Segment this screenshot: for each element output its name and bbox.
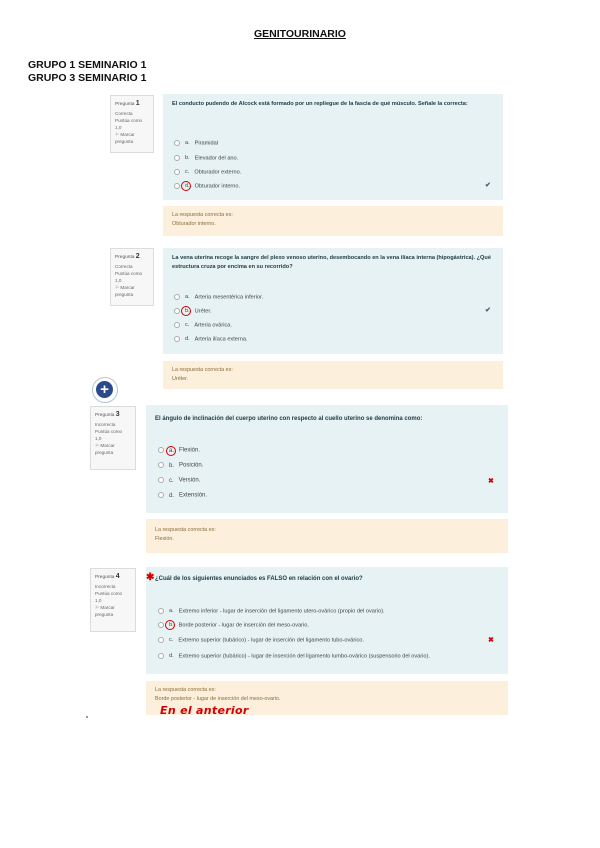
- question-state: Correcta: [115, 110, 133, 116]
- question-state: Incorrecta: [95, 421, 116, 427]
- radio-button[interactable]: [158, 462, 164, 468]
- question-state: Incorrecta: [95, 583, 116, 589]
- radio-button[interactable]: [158, 477, 164, 483]
- correct-answer: Uréter.: [172, 375, 189, 382]
- option-a[interactable]: a. Piramidal: [174, 140, 218, 146]
- add-button[interactable]: [92, 377, 118, 403]
- option-d[interactable]: d. Extremo superior (tubárico) - lugar de inserción del ligamento lumbo-ovárico (suspensorio del ovario).: [158, 653, 430, 659]
- question-2-info: [110, 248, 154, 306]
- question-number: 3: [115, 411, 120, 418]
- score-value: 1,0: [115, 125, 122, 131]
- hand-circle-annotation: [166, 446, 176, 456]
- option-a[interactable]: a. Arteria mesentérica inferior.: [174, 294, 263, 300]
- option-b[interactable]: b. Uréter.: [174, 308, 211, 314]
- radio-button[interactable]: [174, 322, 180, 328]
- flag-icon: ⚐: [115, 132, 120, 138]
- feedback-box: [163, 206, 503, 236]
- puntua-label: Puntúa como: [95, 590, 123, 596]
- option-c[interactable]: c. Obturador externo.: [174, 169, 241, 175]
- group-line-2: GRUPO 3 SEMINARIO 1: [28, 72, 147, 84]
- option-c[interactable]: c. Arteria ovárica.: [174, 322, 232, 328]
- question-number: 2: [135, 253, 140, 260]
- score-value: 1,0: [115, 278, 122, 284]
- pregunta-label: Pregunta: [95, 575, 115, 580]
- question-text: El ángulo de inclinación del cuerpo uterino con respecto al cuello uterino se denomina como:: [155, 416, 423, 422]
- incorrect-cross-icon: ✖: [488, 637, 494, 644]
- radio-button[interactable]: [158, 492, 164, 498]
- radio-button[interactable]: [174, 336, 180, 342]
- pregunta-label: Pregunta: [115, 102, 135, 107]
- flag-question-link[interactable]: ⚐ Marcar pregunta: [95, 443, 115, 456]
- radio-button[interactable]: [158, 608, 164, 614]
- question-3-info: [90, 406, 136, 470]
- puntua-label: Puntúa como: [95, 428, 123, 434]
- document-title: GENITOURINARIO: [254, 28, 346, 40]
- pregunta-label: Pregunta: [95, 413, 115, 418]
- radio-button[interactable]: [158, 447, 164, 453]
- plus-icon: +: [96, 381, 113, 398]
- radio-button[interactable]: [174, 155, 180, 161]
- option-d[interactable]: d. Arteria ilíaca externa.: [174, 336, 248, 342]
- score-value: 1,0: [95, 436, 102, 442]
- correct-answer: Obturador interno.: [172, 220, 216, 227]
- question-number: 4: [115, 573, 120, 580]
- flag-question-link[interactable]: ⚐ Marcar pregunta: [115, 285, 135, 298]
- option-d[interactable]: d. Extensión.: [158, 492, 207, 499]
- correct-answer: Flexión.: [155, 535, 174, 542]
- flag-icon: ⚐: [115, 285, 120, 291]
- puntua-label: Puntúa como: [115, 270, 143, 276]
- radio-button[interactable]: [158, 653, 164, 659]
- feedback-prefix: La respuesta correcta es:: [172, 367, 233, 373]
- correct-check-icon: ✔: [485, 307, 491, 314]
- option-b[interactable]: b. Borde posterior - lugar de inserción del meso-ovario.: [158, 622, 309, 628]
- star-annotation: ✱: [146, 572, 155, 583]
- flag-icon: ⚐: [95, 605, 100, 611]
- option-b[interactable]: b. Posición.: [158, 462, 203, 469]
- option-a[interactable]: a. Extremo inferior - lugar de inserción del ligamento utero-ovárico (propio del ovario).: [158, 608, 385, 614]
- incorrect-cross-icon: ✖: [488, 478, 494, 485]
- hand-circle-annotation: [181, 181, 191, 191]
- feedback-prefix: La respuesta correcta es:: [155, 527, 216, 533]
- feedback-prefix: La respuesta correcta es:: [172, 212, 233, 218]
- radio-button[interactable]: [174, 294, 180, 300]
- option-d[interactable]: d. Obturador interno.: [174, 183, 240, 189]
- question-4-info: [90, 568, 136, 632]
- hand-circle-annotation: [181, 306, 191, 316]
- question-text: ¿Cuál de los siguientes enunciados es FALSO en relación con el ovario?: [155, 576, 363, 582]
- option-a[interactable]: a. Flexión.: [158, 447, 200, 454]
- question-1-info: [110, 95, 154, 153]
- correct-answer: Borde posterior - lugar de inserción del meso-ovario.: [155, 695, 281, 702]
- radio-button[interactable]: [158, 637, 164, 643]
- stray-dot: [86, 716, 88, 718]
- question-state: Correcta: [115, 263, 133, 269]
- score-value: 1,0: [95, 598, 102, 604]
- option-c[interactable]: c. Versión.: [158, 477, 200, 484]
- group-line-1: GRUPO 1 SEMINARIO 1: [28, 59, 147, 71]
- question-text: La vena uterina recoge la sangre del plexo venoso uterino, desembocando en la vena ilíaca interna (hipogástrica). ¿Qué estructura cruza por encima en su recorrido?: [172, 255, 491, 270]
- feedback-box: [146, 519, 508, 553]
- radio-button[interactable]: [174, 183, 180, 189]
- radio-button[interactable]: [174, 140, 180, 146]
- option-b[interactable]: b. Elevador del ano.: [174, 155, 238, 161]
- puntua-label: Puntúa como: [115, 117, 143, 123]
- flag-question-link[interactable]: ⚐ Marcar pregunta: [115, 132, 135, 145]
- hand-circle-annotation: [165, 620, 175, 630]
- correct-check-icon: ✔: [485, 182, 491, 189]
- radio-button[interactable]: [174, 169, 180, 175]
- question-number: 1: [135, 100, 140, 107]
- radio-button[interactable]: [174, 308, 180, 314]
- pregunta-label: Pregunta: [115, 255, 135, 260]
- feedback-box: [163, 361, 503, 389]
- feedback-prefix: La respuesta correcta es:: [155, 687, 216, 693]
- handwritten-note: En el anterior: [160, 704, 249, 717]
- radio-button[interactable]: [158, 622, 164, 628]
- option-c[interactable]: c. Extremo superior (tubárico) - lugar de inserción del ligamento tubo-ovárico.: [158, 637, 364, 643]
- flag-question-link[interactable]: ⚐ Marcar pregunta: [95, 605, 115, 618]
- question-text: El conducto pudendo de Alcock está formado por un repliegue de la fascia de qué músculo. Señale la correcta:: [172, 101, 468, 107]
- flag-icon: ⚐: [95, 443, 100, 449]
